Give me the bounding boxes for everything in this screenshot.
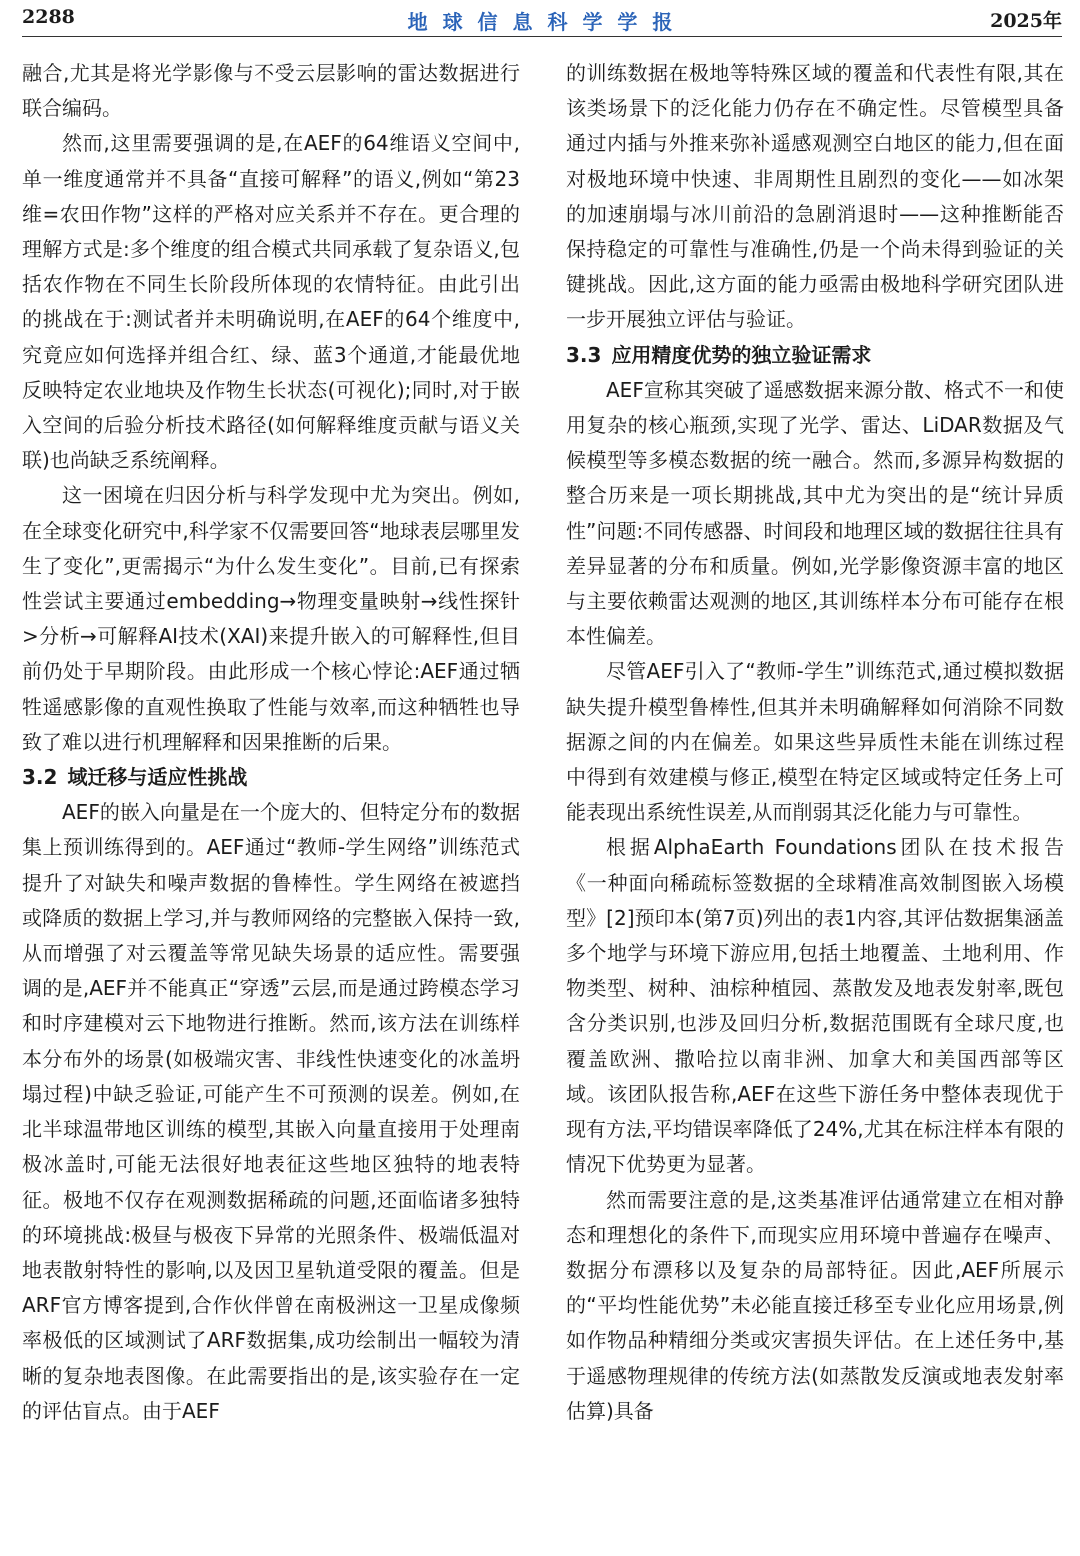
section-number: 3.3 (566, 342, 602, 367)
section-title: 域迁移与适应性挑战 (67, 765, 248, 790)
paragraph: 这一困境在归因分析与科学发现中尤为突出。例如,在全球变化研究中,科学家不仅需要回答“地球表层哪里发生了变化”,更需揭示“为什么发生变化”。目前,已有探索性尝试主要通过embedding→物理变量映射→线性探针>分析→可解释AI技术(XAI)来提升嵌入的可解释性,但目前仍处于早期阶段。由此形成一个核心悖论:AEF通过牺牲遥感影像的直观性换取了性能与效率,而这种牺牲也导致了难以进行机理解释和因果推断的后果。 (22, 483, 520, 754)
publication-year: 2025年 (990, 10, 1062, 32)
right-column (566, 56, 1064, 1429)
page-header (22, 4, 1062, 34)
paragraph: 的训练数据在极地等特殊区域的覆盖和代表性有限,其在该类场景下的泛化能力仍存在不确定性。尽管模型具备通过内插与外推来弥补遥感观测空白地区的能力,但在面对极地环境中快速、非周期性且剧烈的变化——如冰架的加速崩塌与冰川前沿的急剧消退时——这种推断能否保持稳定的可靠性与准确性,仍是一个尚未得到验证的关键挑战。因此,这方面的能力亟需由极地科学研究团队进一步开展独立评估与验证。 (566, 61, 1064, 332)
section-number: 3.2 (22, 765, 58, 790)
paragraph: 然而需要注意的是,这类基准评估通常建立在相对静态和理想化的条件下,而现实应用环境中普遍存在噪声、数据分布漂移以及复杂的局部特征。因此,AEF所展示的“平均性能优势”未必能直接迁移至专业化应用场景,例如作物品种精细分类或灾害损失评估。在上述任务中,基于遥感物理规律的传统方法(如蒸散发反演或地表发射率估算)具备 (566, 1187, 1064, 1423)
left-column (22, 56, 520, 1429)
paragraph: 根据AlphaEarth Foundations团队在技术报告《一种面向稀疏标签数据的全球精准高效制图嵌入场模型》[2]预印本(第7页)列出的表1内容,其评估数据集涵盖多个地学与环境下游应用,包括土地覆盖、土地利用、作物类型、树种、油棕种植园、蒸散发及地表发射率,既包含分类识别,也涉及回归分析,数据范围既有全球尺度,也覆盖欧洲、撒哈拉以南非洲、加拿大和美国西部等区域。该团队报告称,AEF在这些下游任务中整体表现优于现有方法,平均错误率降低了24%,尤其在标注样本有限的情况下优势更为显著。 (566, 835, 1064, 1177)
paragraph: AEF的嵌入向量是在一个庞大的、但特定分布的数据集上预训练得到的。AEF通过“教师-学生网络”训练范式提升了对缺失和噪声数据的鲁棒性。学生网络在被遮挡或降质的数据上学习,并与教师网络的完整嵌入保持一致,从而增强了对云覆盖等常见缺失场景的适应性。需要强调的是,AEF并不能真正“穿透”云层,而是通过跨模态学习和时序建模对云下地物进行推断。然而,该方法在训练样本分布外的场景(如极端灾害、非线性快速变化的冰盖坍塌过程)中缺乏验证,可能产生不可预测的误差。例如,在北半球温带地区训练的模型,其嵌入向量直接用于处理南极冰盖时,可能无法很好地表征这些地区独特的地表特征。极地不仅存在观测数据稀疏的问题,还面临诸多独特的环境挑战:极昼与极夜下异常的光照条件、极端低温对地表散射特性的影响,以及因卫星轨道受限的覆盖。但是ARF官方博客提到,合作伙伴曾在南极洲这一卫星成像频率极低的区域测试了ARF数据集,成功绘制出一幅较为清晰的复杂地表图像。在此需要指出的是,该实验存在一定的评估盲点。由于AEF (22, 800, 520, 1423)
paragraph: AEF宣称其突破了遥感数据来源分散、格式不一和使用复杂的核心瓶颈,实现了光学、雷达、LiDAR数据及气候模型等多模态数据的统一融合。然而,多源异构数据的整合历来是一项长期挑战,其中尤为突出的是“统计异质性”问题:不同传感器、时间段和地理区域的数据往往具有差异显著的分布和质量。例如,光学影像资源丰富的地区与主要依赖雷达观测的地区,其训练样本分布可能存在根本性偏差。 (566, 377, 1064, 649)
paragraph: 然而,这里需要强调的是,在AEF的64维语义空间中,单一维度通常并不具备“直接可解释”的语义,例如“第23维=农田作物”这样的严格对应关系并不存在。更合理的理解方式是:多个维度的组合模式共同承载了复杂语义,包括农作物在不同生长阶段所体现的农情特征。由此引出的挑战在于:测试者并未明确说明,在AEF的64个维度中,究竟应如何选择并组合红、绿、蓝3个通道,才能最优地反映特定农业地块及作物生长状态(可视化);同时,对于嵌入空间的后验分析技术路径(如何解释维度贡献与语义关联)也尚缺乏系统阐释。 (22, 131, 520, 473)
section-heading-3-2 (22, 760, 520, 795)
paragraph: 尽管AEF引入了“教师-学生”训练范式,通过模拟数据缺失提升模型鲁棒性,但其并未明确解释如何消除不同数据源之间的内在偏差。如果这些异质性未能在训练过程中得到有效建模与修正,模型在特定区域或特定任务上可能表现出系统性误差,从而削弱其泛化能力与可靠性。 (566, 659, 1064, 825)
header-rule (22, 36, 1062, 37)
paragraph: 融合,尤其是将光学影像与不受云层影响的雷达数据进行联合编码。 (22, 61, 520, 121)
page-number: 2288 (22, 6, 75, 28)
section-heading-3-3 (566, 338, 1064, 373)
journal-title: 地 球 信 息 科 学 学 报 (407, 10, 677, 34)
section-title: 应用精度优势的独立验证需求 (611, 342, 872, 367)
